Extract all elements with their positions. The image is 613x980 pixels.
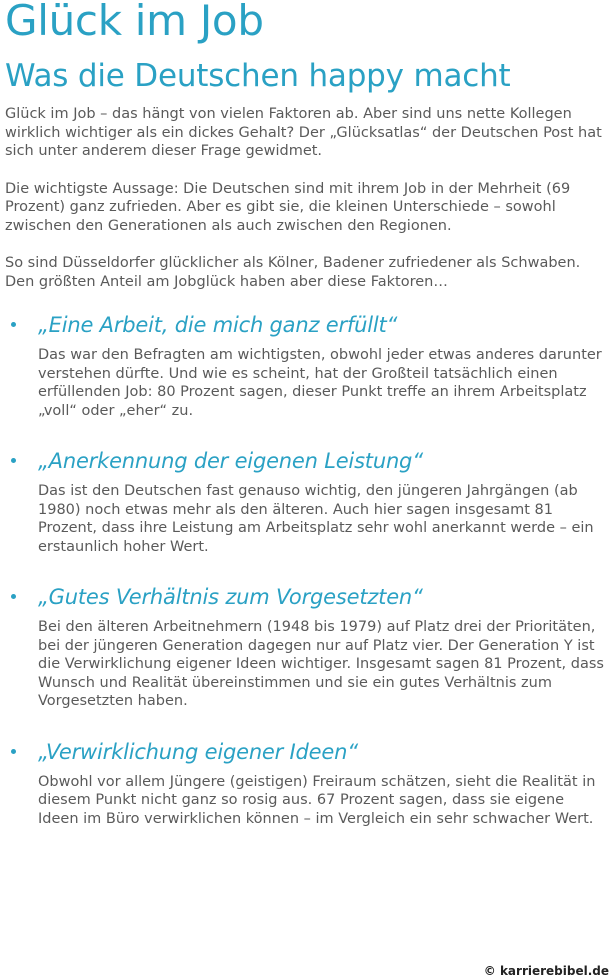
bullet-icon xyxy=(11,749,16,754)
page-title: Glück im Job xyxy=(5,0,264,45)
factor-heading: „Anerkennung der eigenen Leistung“ xyxy=(38,449,423,473)
copyright-notice: © karrierebibel.de xyxy=(483,964,609,978)
factor-heading: „Gutes Verhältnis zum Vorgesetzten“ xyxy=(38,585,423,609)
bullet-icon xyxy=(11,458,16,463)
factor-text: Das ist den Deutschen fast genauso wichtig, den jüngeren Jahrgängen (ab 1980) noch etwas mehr als den älteren. Auch hier sagen insgesamt 81 Prozent, dass ihre Leistung am Arbeitsplatz sehr wohl anerkannt werde – ein erstaunlich hoher Wert. xyxy=(38,483,594,555)
factor-heading: „Eine Arbeit, die mich ganz erfüllt“ xyxy=(38,313,398,337)
intro-section xyxy=(5,105,609,310)
intro-paragraph: Glück im Job – das hängt von vielen Faktoren ab. Aber sind uns nette Kollegen wirklich wichtiger als ein dickes Gehalt? Der „Glücksatlas“ der Deutschen Post hat sich unter anderem dieser Frage gewidmet. xyxy=(5,106,602,159)
bullet-icon xyxy=(11,322,16,327)
factor-item xyxy=(0,446,613,556)
factor-item xyxy=(0,310,613,420)
intro-paragraph: Die wichtigste Aussage: Die Deutschen sind mit ihrem Job in der Mehrheit (69 Prozent) ganz zufrieden. Aber es gibt sie, die kleinen Unterschiede – sowohl zwischen den Generationen als auch zwischen den Regionen. xyxy=(5,180,571,234)
factor-text: Das war den Befragten am wichtigsten, obwohl jeder etwas anderes darunter verstehen dürfte. Und wie es scheint, hat der Großteil tatsächlich einen erfüllenden Job: 80 Prozent sagen, dieser Punkt treffe an ihrem Arbeitsplatz „voll“ oder „eher“ zu. xyxy=(38,347,602,419)
intro-paragraph: So sind Düsseldorfer glücklicher als Kölner, Badener zufriedener als Schwaben. Den größten Anteil am Jobglück haben aber diese Faktoren… xyxy=(5,255,581,290)
factor-heading: „Verwirklichung eigener Ideen“ xyxy=(38,739,358,764)
page-subtitle: Was die Deutschen happy macht xyxy=(5,58,511,94)
factor-item xyxy=(0,582,613,711)
factor-text: Obwohl vor allem Jüngere (geistigen) Freiraum schätzen, sieht die Realität in diesem Punkt nicht ganz so rosig aus. 67 Prozent sagen, dass sie eigene Ideen im Büro verwirklichen können – im Vergleich ein sehr schwacher Wert. xyxy=(38,773,596,827)
factor-text: Bei den älteren Arbeitnehmern (1948 bis 1979) auf Platz drei der Prioritäten, bei der jüngeren Generation dagegen nur auf Platz vier. Der Generation Y ist die Verwirklichung eigener Ideen wichtiger. Insgesamt sagen 81 Prozent, dass Wunsch und Realität übereinstimmen und sie ein gutes Verhältnis zum Vorgesetzten haben. xyxy=(38,619,604,709)
factor-list xyxy=(0,310,613,854)
bullet-icon xyxy=(11,594,16,599)
factor-item xyxy=(0,737,613,829)
